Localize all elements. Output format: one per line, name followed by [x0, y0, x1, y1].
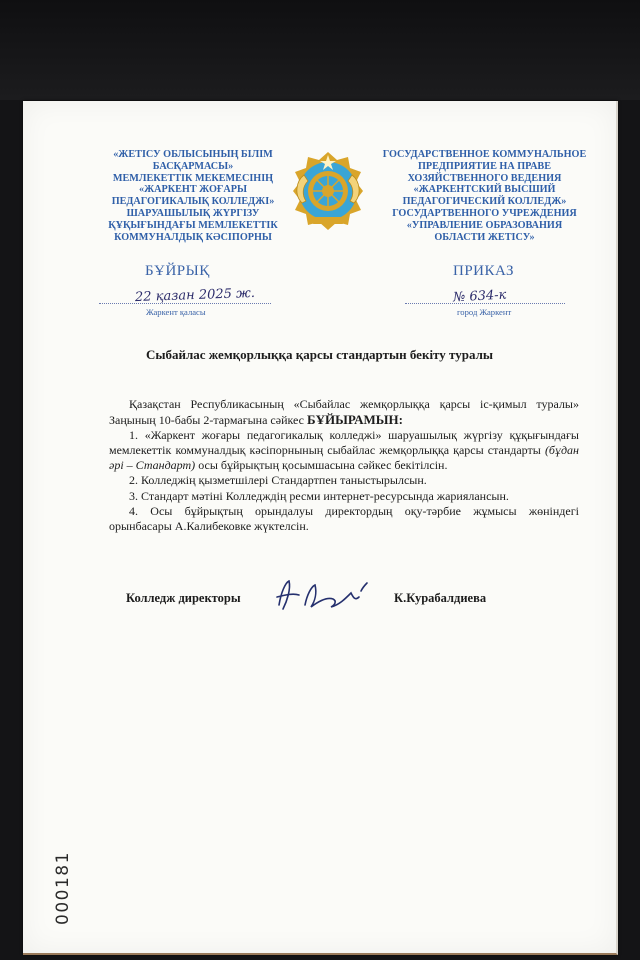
order-item-3: 3. Стандарт мәтіні Колледждің ресми интернет-ресурсында жариялансын. — [129, 488, 509, 503]
signatory-title: Колледж директоры — [126, 591, 241, 605]
document-page — [23, 101, 618, 955]
order-item-2: 2. Колледжің қызметшілері Стандартпен таныстырылсын. — [129, 473, 427, 488]
date-line — [99, 303, 271, 304]
intro-paragraph: Қазақстан Республикасының «Сыбайлас жемқорлыққа қарсы іс-қимыл туралы» Заңының 10-бабы 2-тармағына сәйкес БҰЙЫРАМЫН: — [109, 397, 579, 428]
order-item-1: 1. «Жаркент жоғары педагогикалық колледжі» шаруашылық жүргізу құқығындағы мемлекеттік коммуналдық кәсіпорнының сыбайлас жемқорлыққа қарсы стандарты (бұдан әрі – Стандарт) осы бұйрықтың қосымшасына сәйкес бекітілсін. — [109, 428, 579, 473]
number-line — [405, 303, 565, 304]
header-kazakh: «ЖЕТІСУ ОБЛЫСЫНЫҢ БІЛІМ БАСҚАРМАСЫ» МЕМЛЕКЕТТІК МЕКЕМЕСІНІҢ «ЖАРКЕНТ ЖОҒАРЫ ПЕДАГОГИКАЛЫҚ КОЛЛЕДЖІ» ШАРУАШЫЛЫҚ ЖҮРГІЗУ ҚҰҚЫҒЫНДАҒЫ МЕМЛЕКЕТТІК КОММУНАЛДЫҚ КӘСІПОРНЫ — [108, 149, 278, 243]
handwritten-order-number: № 634-к — [452, 287, 507, 306]
handwritten-signature — [271, 575, 371, 615]
signatory-name: К.Курабалдиева — [394, 591, 487, 605]
order-title-kazakh: БҰЙРЫҚ — [145, 263, 210, 279]
handwritten-date: 22 қазан 2025 ж. — [134, 285, 256, 306]
city-kazakh: Жаркент қаласы — [146, 307, 206, 317]
header-russian: ГОСУДАРСТВЕННОЕ КОММУНАЛЬНОЕ ПРЕДПРИЯТИЕ НА ПРАВЕ ХОЗЯЙСТВЕННОГО ВЕДЕНИЯ «ЖАРКЕНТСКИЙ ВЫСШИЙ ПЕДАГОГИЧЕСКИЙ КОЛЛЕДЖ» ГОСУДАРТВЕННОГО УЧРЕЖДЕНИЯ «УПРАВЛЕНИЕ ОБРАЗОВАНИЯ ОБЛАСТИ ЖЕТІСУ» — [382, 149, 587, 243]
order-item-4: 4. Осы бұйрықтың орындалуы директордың оқу-тәрбие жұмысы жөніндегі орынбасары А.Калибековке жүктелсін. — [109, 503, 579, 533]
order-title-russian: ПРИКАЗ — [453, 263, 514, 279]
state-emblem-icon — [290, 151, 366, 231]
photo-dark-background — [0, 0, 640, 100]
order-keyword: БҰЙЫРАМЫН: — [306, 412, 403, 428]
order-body — [109, 397, 579, 534]
document-serial-number: 000181 — [53, 851, 73, 925]
order-subject: Сыбайлас жемқорлыққа қарсы стандартын бекіту туралы — [145, 347, 494, 362]
city-russian: город Жаркент — [457, 307, 512, 317]
